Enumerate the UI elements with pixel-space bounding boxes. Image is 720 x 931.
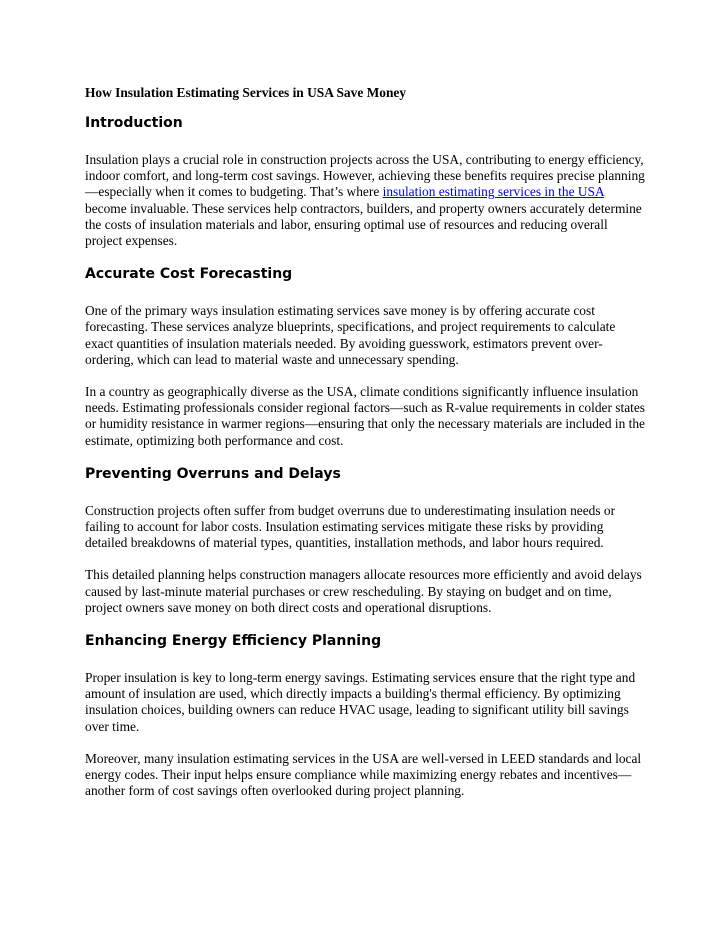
energy-paragraph-2: Moreover, many insulation estimating services in the USA are well-versed in LEED standards and local energy codes. Their input helps ensure compliance while maximizing energy rebates and incentives—another form of cost savings often overlooked during project planning. <box>85 750 642 799</box>
section-heading-introduction: Introduction <box>85 115 183 131</box>
insulation-estimating-services-link[interactable]: insulation estimating services in the USA <box>382 184 604 200</box>
document-title: How Insulation Estimating Services in USA Save Money <box>85 85 407 100</box>
document-page <box>85 85 645 815</box>
energy-paragraph-1: Proper insulation is key to long-term energy savings. Estimating services ensure that the right type and amount of insulation are used, which directly impacts a building's thermal efficiency. By optimizing insulation choices, building owners can reduce HVAC usage, leading to significant utility bill savings over time. <box>85 670 636 734</box>
section-heading-energy-efficiency: Enhancing Energy Efficiency Planning <box>85 633 382 650</box>
section-heading-preventing-overruns: Preventing Overruns and Delays <box>85 465 341 482</box>
forecasting-paragraph-2: In a country as geographically diverse as the USA, climate conditions significantly influence insulation needs. Estimating professionals consider regional factors—such as R-value requirements in colder states or humidity resistance in warmer regions—ensuring that only the necessary materials are included in the estimate, optimizing both performance and cost. <box>85 384 646 448</box>
intro-text-before-link: Insulation plays a crucial role in construction projects across the USA, contributing to energy efficiency, indoor comfort, and long-term cost savings. However, achieving these benefits requires precise planning—especially when it comes to budgeting. That’s where <box>85 152 645 200</box>
forecasting-paragraph-1: One of the primary ways insulation estimating services save money is by offering accurate cost forecasting. These services analyze blueprints, specifications, and project requirements to calculate exact quantities of insulation materials needed. By avoiding guesswork, estimators prevent over-ordering, which can lead to material waste and unnecessary spending. <box>85 303 616 367</box>
intro-text-after-link: become invaluable. These services help contractors, builders, and property owners accurately determine the costs of insulation materials and labor, ensuring optimal use of resources and reducing overall project expenses. <box>85 200 642 249</box>
intro-paragraph <box>85 152 645 249</box>
overruns-paragraph-1: Construction projects often suffer from budget overruns due to underestimating insulation needs or failing to account for labor costs. Insulation estimating services mitigate these risks by providing detailed breakdowns of material types, quantities, installation methods, and labor hours required. <box>85 502 616 551</box>
section-heading-accurate-cost-forecasting: Accurate Cost Forecasting <box>85 266 293 283</box>
overruns-paragraph-2: This detailed planning helps construction managers allocate resources more efficiently and avoid delays caused by last-minute material purchases or crew rescheduling. By staying on budget and on time, project owners save money on both direct costs and operational disruptions. <box>85 567 642 615</box>
